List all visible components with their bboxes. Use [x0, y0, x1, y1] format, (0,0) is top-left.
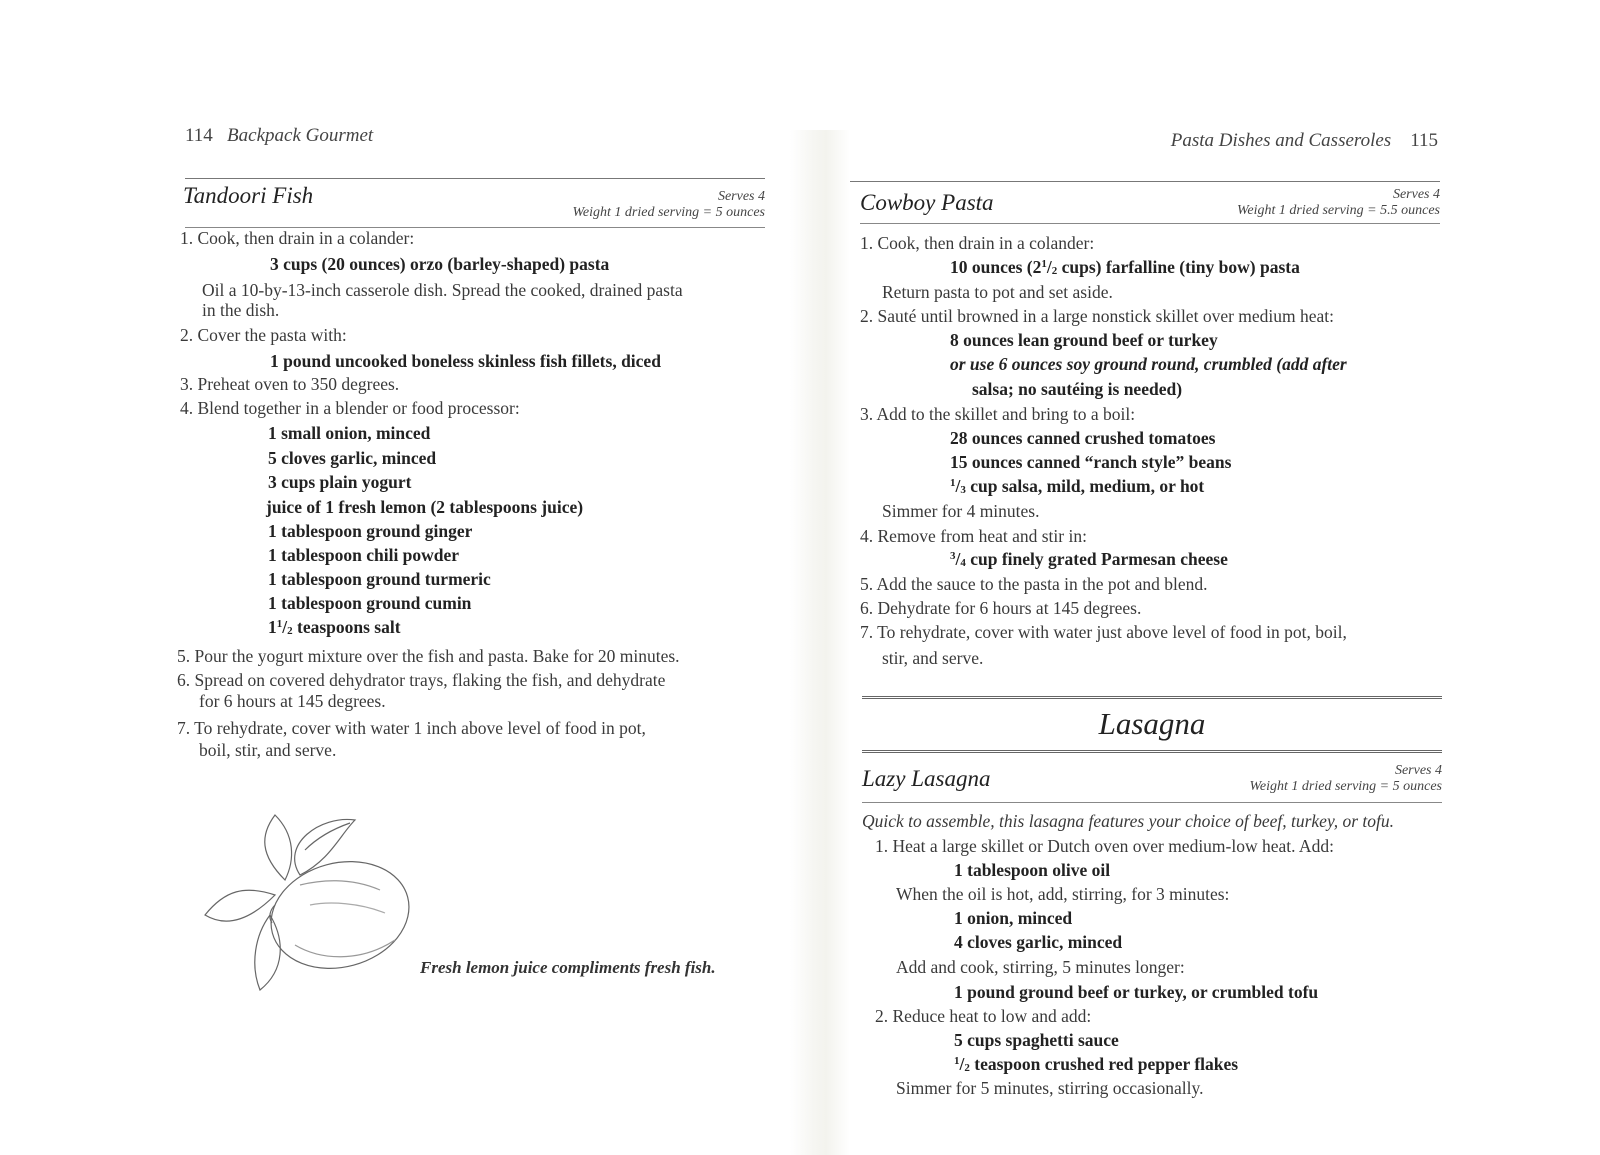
recipe-intro: Quick to assemble, this lasagna features your choice of beef, turkey, or tofu. — [862, 811, 1395, 831]
ingredient: 1 small onion, minced — [268, 423, 431, 443]
serves-label: Serves 4 — [1392, 187, 1440, 202]
recipe-yield — [1237, 187, 1440, 219]
ingredient: 1 tablespoon ground ginger — [268, 521, 473, 541]
page-number: 115 — [1410, 130, 1438, 151]
serves-label: Serves 4 — [717, 189, 765, 204]
step-1: 1. Heat a large skillet or Dutch oven over medium-low heat. Add: — [875, 836, 1334, 856]
header-rule — [850, 181, 1440, 182]
ingredient: 1 tablespoon ground turmeric — [268, 569, 491, 589]
step-2: 2. Cover the pasta with: — [180, 325, 347, 345]
ingredient: 3 cups plain yogurt — [268, 472, 412, 492]
weight-label: Weight 1 dried serving = 5 ounces — [572, 205, 765, 220]
instruction: for 6 hours at 145 degrees. — [199, 691, 386, 711]
ingredient: $^3/_4$ cup finely grated Parmesan cheese — [950, 549, 1228, 569]
ingredient: 1 tablespoon olive oil — [954, 860, 1111, 880]
ingredient: $^1/_3$ cup salsa, mild, medium, or hot — [950, 476, 1205, 496]
step-5: 5. Pour the yogurt mixture over the fish and pasta. Bake for 20 minutes. — [177, 646, 680, 666]
step-7: 7. To rehydrate, cover with water just above level of food in pot, boil, — [860, 622, 1347, 642]
instruction: Simmer for 5 minutes, stirring occasionally. — [896, 1078, 1204, 1098]
title-rule — [862, 802, 1442, 803]
ingredient: 15 ounces canned “ranch style” beans — [950, 452, 1232, 472]
step-4: 4. Blend together in a blender or food processor: — [180, 398, 520, 418]
step-6: 6. Dehydrate for 6 hours at 145 degrees. — [860, 598, 1142, 618]
serves-label: Serves 4 — [1394, 763, 1442, 778]
step-1: 1. Cook, then drain in a colander: — [180, 228, 415, 248]
ingredient: 1 onion, minced — [954, 908, 1073, 928]
ingredient: 28 ounces canned crushed tomatoes — [950, 428, 1216, 448]
ingredient: 4 cloves garlic, minced — [954, 932, 1123, 952]
ingredient: 5 cloves garlic, minced — [268, 448, 437, 468]
ingredient: $^1/_2$ teaspoon crushed red pepper flakes — [954, 1054, 1239, 1074]
step-4: 4. Remove from heat and stir in: — [860, 526, 1087, 546]
step-2: 2. Sauté until browned in a large nonstick skillet over medium heat: — [860, 306, 1335, 326]
step-3: 3. Preheat oven to 350 degrees. — [180, 374, 400, 394]
ingredient: or use 6 ounces soy ground round, crumbled (add after — [950, 354, 1347, 374]
ingredient: 10 ounces ($2^1/_2$ cups) farfalline (tiny bow) pasta — [950, 257, 1300, 277]
title-rule — [860, 223, 1440, 224]
book-gutter — [790, 130, 850, 1155]
ingredient: $1^1/_2$ teaspoons salt — [268, 617, 401, 637]
chapter-title: Pasta Dishes and Casseroles — [1170, 130, 1392, 151]
recipe-yield — [573, 189, 765, 221]
instruction: When the oil is hot, add, stirring, for 3 minutes: — [896, 884, 1230, 904]
instruction: Return pasta to pot and set aside. — [882, 282, 1113, 302]
running-head-right — [1171, 130, 1438, 152]
book-title: Backpack Gourmet — [227, 125, 374, 146]
step-6: 6. Spread on covered dehydrator trays, flaking the fish, and dehydrate — [177, 670, 666, 690]
ingredient: 1 pound uncooked boneless skinless fish fillets, diced — [270, 351, 661, 371]
instruction: in the dish. — [202, 300, 280, 320]
step-1: 1. Cook, then drain in a colander: — [860, 233, 1095, 253]
illustration-caption: Fresh lemon juice compliments fresh fish. — [420, 958, 716, 977]
ingredient: 1 tablespoon chili powder — [268, 545, 460, 565]
ingredient: 1 tablespoon ground cumin — [268, 593, 472, 613]
instruction: Add and cook, stirring, 5 minutes longer: — [896, 957, 1185, 977]
header-rule — [185, 178, 765, 179]
section-title: Lasagna — [1098, 706, 1206, 741]
step-5: 5. Add the sauce to the pasta in the pot and blend. — [860, 574, 1208, 594]
running-head-left — [185, 125, 373, 147]
section-rule-top — [862, 696, 1442, 701]
instruction: Simmer for 4 minutes. — [882, 501, 1040, 521]
lemon-illustration — [200, 805, 420, 1005]
recipe-title: Tandoori Fish — [183, 183, 314, 208]
ingredient: 1 pound ground beef or turkey, or crumbled tofu — [954, 982, 1319, 1002]
recipe-yield — [1250, 763, 1442, 795]
ingredient: 5 cups spaghetti sauce — [954, 1030, 1119, 1050]
weight-label: Weight 1 dried serving = 5 ounces — [1249, 779, 1442, 794]
step-2: 2. Reduce heat to low and add: — [875, 1006, 1092, 1026]
section-rule-bottom — [862, 750, 1442, 755]
ingredient: juice of 1 fresh lemon (2 tablespoons juice) — [266, 497, 584, 517]
step-7: 7. To rehydrate, cover with water 1 inch above level of food in pot, — [177, 718, 646, 738]
instruction: Oil a 10-by-13-inch casserole dish. Spread the cooked, drained pasta — [202, 280, 683, 300]
ingredient: salsa; no sautéing is needed) — [972, 379, 1183, 399]
recipe-title: Lazy Lasagna — [862, 766, 991, 791]
instruction: boil, stir, and serve. — [199, 740, 337, 760]
ingredient: 3 cups (20 ounces) orzo (barley-shaped) pasta — [270, 254, 610, 274]
step-3: 3. Add to the skillet and bring to a boil: — [860, 404, 1136, 424]
instruction: stir, and serve. — [882, 648, 984, 668]
ingredient: 8 ounces lean ground beef or turkey — [950, 330, 1218, 350]
page-number: 114 — [185, 125, 213, 146]
weight-label: Weight 1 dried serving = 5.5 ounces — [1237, 203, 1440, 218]
recipe-title: Cowboy Pasta — [860, 190, 994, 215]
